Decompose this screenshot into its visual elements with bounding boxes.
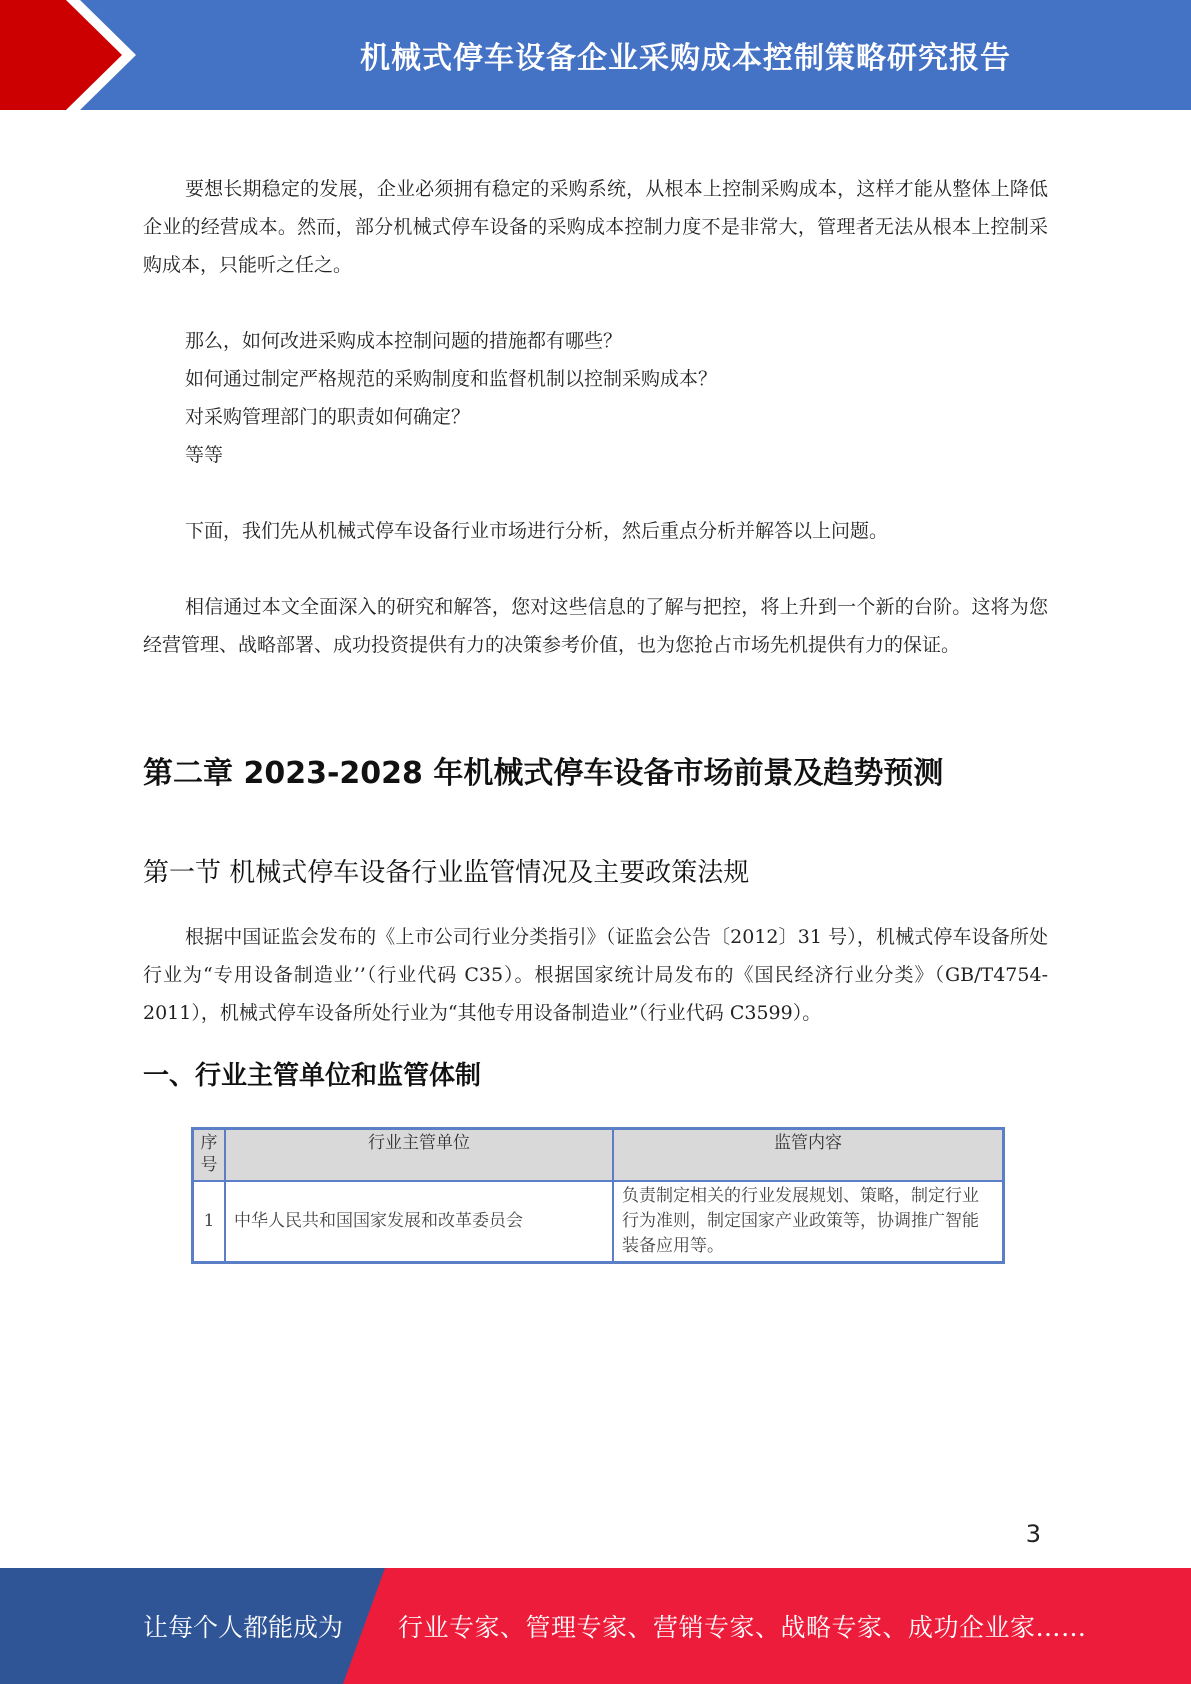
header-banner [0,0,1191,110]
cell-no: 1 [193,1181,226,1263]
page-number: 3 [1025,1520,1041,1548]
question-1: 那么，如何改进采购成本控制问题的措施都有哪些？ [185,330,623,352]
cell-unit: 中华人民共和国国家发展和改革委员会 [225,1181,613,1263]
question-2: 如何通过制定严格规范的采购制度和监督机制以控制采购成本？ [185,368,718,390]
spacer [143,474,1048,512]
intro-paragraph-2: 下面，我们先从机械式停车设备行业市场进行分析，然后重点分析并解答以上问题。 [185,520,889,542]
intro-paragraph-1: 要想长期稳定的发展，企业必须拥有稳定的采购系统，从根本上控制采购成本，这样才能从整体上降低企业的经营成本。然而，部分机械式停车设备的采购成本控制力度不是非常大，管理者无法从根本上控制采购成本，只能听之任之。 [143,178,1048,276]
section-title: 第一节 机械式停车设备行业监管情况及主要政策法规 [143,858,750,888]
question-etc: 等等 [185,444,224,466]
spacer [143,284,1048,322]
footer-slogan-right: 行业专家、管理专家、营销专家、战略专家、成功企业家…… [398,1613,1087,1642]
question-3: 对采购管理部门的职责如何确定？ [185,406,471,428]
header-content: 监管内容 [613,1129,1004,1182]
table-row [193,1181,1004,1263]
footer-slogan-left: 让每个人都能成为 [143,1613,344,1642]
report-title: 机械式停车设备企业采购成本控制策略研究报告 [360,41,1011,76]
header-unit: 行业主管单位 [225,1129,613,1182]
page-body [143,170,1048,664]
intro-paragraph-3: 相信通过本文全面深入的研究和解答，您对这些信息的了解与把控，将上升到一个新的台阶。这将为您经营管理、战略部署、成功投资提供有力的决策参考价值，也为您抢占市场先机提供有力的保证。 [143,596,1048,656]
cell-content: 负责制定相关的行业发展规划、策略，制定行业行为准则，制定国家产业政策等，协调推广智能装备应用等。 [613,1181,1004,1263]
chapter-title: 第二章 2023-2028 年机械式停车设备市场前景及趋势预测 [143,756,944,791]
regulatory-table [191,1127,1005,1264]
spacer [143,550,1048,588]
subsection-title: 一、行业主管单位和监管体制 [143,1061,482,1091]
table-header-row [193,1129,1004,1182]
section-paragraph: 根据中国证监会发布的《上市公司行业分类指引》（证监会公告〔2012〕31 号），机械式停车设备所处行业为“专用设备制造业’’（行业代码 C35）。根据国家统计局发布的《国民经济行业分类》（GB/T4754-2011），机械式停车设备所处行业为“其他专用设备制造业”（行业代码 C3599）。 [143,926,1048,1024]
footer-banner [0,1568,1191,1684]
header-no: 序号 [193,1129,226,1182]
